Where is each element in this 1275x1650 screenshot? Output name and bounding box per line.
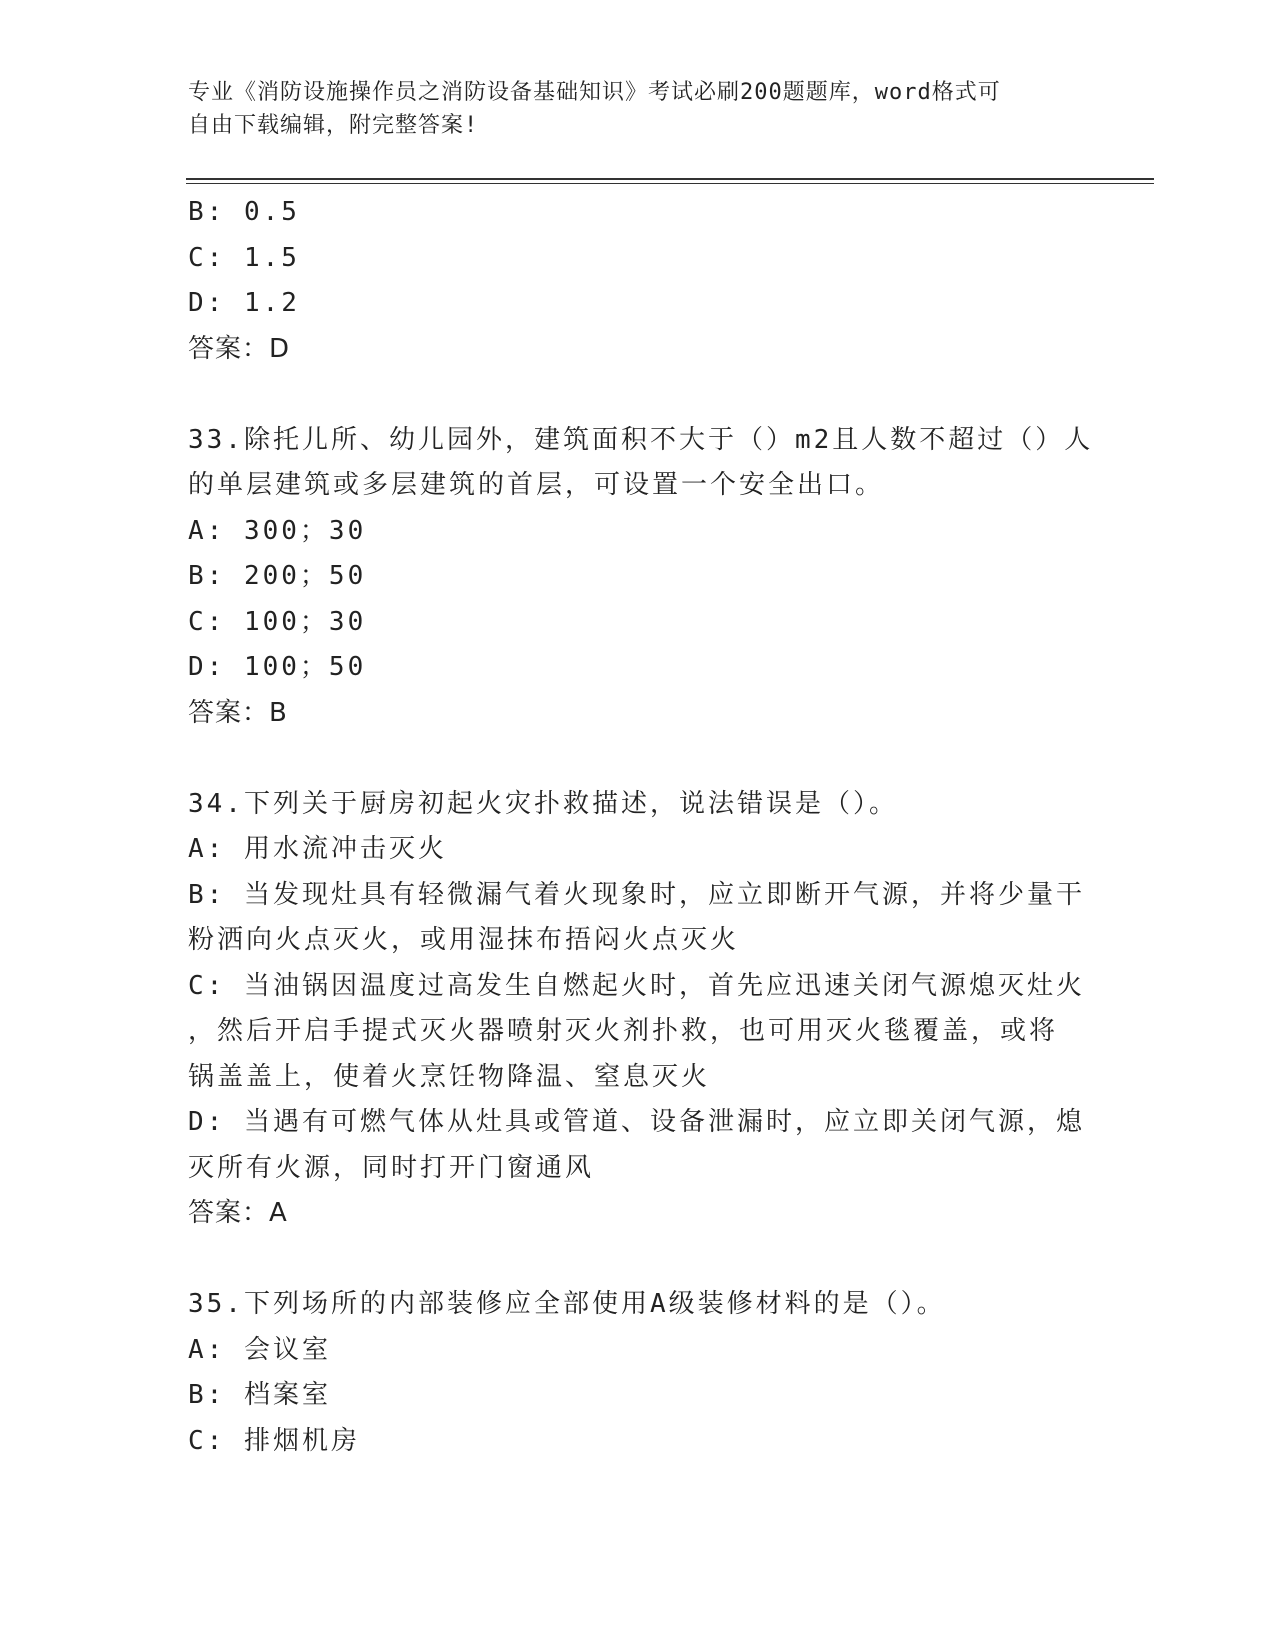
question-stem-line: 34.下列关于厨房初起火灾扑救描述，说法错误是（）。 [188,788,898,819]
option-b: B: 档案室 [188,1380,331,1410]
header-rule-thin [186,183,1154,184]
option-a: A: 会议室 [188,1334,331,1365]
document-header [188,76,1068,142]
option-a: A: 用水流冲击灭火 [188,834,447,864]
option-c: C: 1.5 [188,242,300,273]
option-c: C: 当油锅因温度过高发生自燃起火时，首先应迅速关闭气源熄灭灶火 [188,970,1085,1001]
question-35 [188,1282,1088,1464]
spacer [188,736,1088,782]
question-stem-line: 的单层建筑或多层建筑的首层，可设置一个安全出口。 [188,470,885,500]
option-b: B: 200；50 [188,561,367,591]
question-stem-line: 33.除托儿所、幼儿园外，建筑面积不大于（）m2且人数不超过（）人 [188,424,1094,455]
header-line-1: 专业《消防设施操作员之消防设备基础知识》考试必刷200题题库，word格式可 [188,80,1001,105]
option-d: D: 1.2 [188,288,300,318]
option-c-continued: 锅盖盖上，使着火烹饪物降温、窒息灭火 [188,1061,711,1092]
question-list [188,190,1094,1464]
answer-line: 答案：B [188,697,288,728]
option-a: A: 300；30 [188,515,367,546]
option-d: D: 100；50 [188,652,367,682]
question-33 [188,418,1094,737]
option-c: C: 100；30 [188,606,367,637]
option-c-continued: ，然后开启手提式灭火器喷射灭火剂扑救，也可用灭火毯覆盖，或将 [188,1016,1059,1046]
answer-line: 答案：A [188,1198,288,1228]
option-b-continued: 粉洒向火点灭火，或用湿抹布捂闷火点灭火 [188,925,740,955]
spacer [188,1237,1088,1283]
question-32-continued [188,190,1088,372]
header-rule-thick [186,178,1154,180]
answer-line: 答案：D [188,333,291,364]
question-stem-line: 35.下列场所的内部装修应全部使用A级装修材料的是（）。 [188,1289,946,1319]
option-b: B: 0.5 [188,197,300,227]
question-34 [188,782,1088,1237]
option-b: B: 当发现灶具有轻微漏气着火现象时，应立即断开气源，并将少量干 [188,879,1085,910]
header-line-2: 自由下载编辑，附完整答案! [188,113,479,138]
option-d-continued: 灭所有火源，同时打开门窗通风 [188,1152,595,1183]
option-c: C: 排烟机房 [188,1425,360,1456]
spacer [188,372,1088,418]
option-d: D: 当遇有可燃气体从灶具或管道、设备泄漏时，应立即关闭气源，熄 [188,1107,1085,1137]
